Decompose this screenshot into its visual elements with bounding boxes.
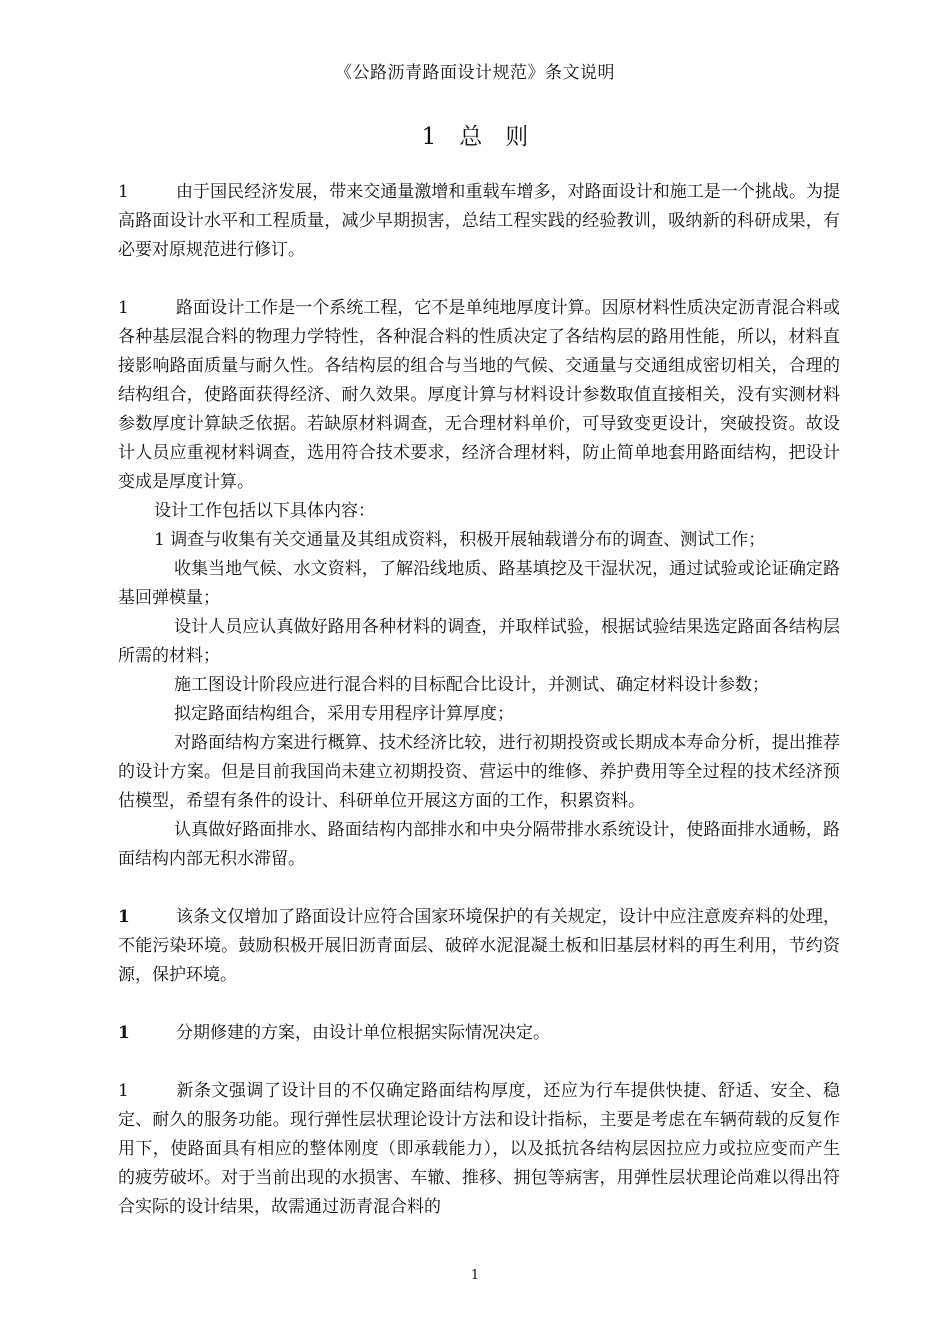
list-item: 施工图设计阶段应进行混合料的目标配合比设计，并测试、确定材料设计参数； [174, 675, 769, 695]
list-item: 收集当地气候、水文资料，了解沿线地质、路基填挖及干湿状况，通过试验或论证确定路基回弹模量； [118, 559, 840, 608]
clause-paragraph [118, 178, 840, 265]
clause-number: 1 [118, 1081, 129, 1101]
clause-paragraph [118, 903, 840, 990]
clause-text: 分期修建的方案，由设计单位根据实际情况决定。 [176, 1023, 550, 1043]
list-item-text: 调查与收集有关交通量及其组成资料，积极开展轴载谱分布的调查、测试工作； [170, 530, 766, 550]
clause-text: 新条文强调了设计目的不仅确定路面结构厚度，还应为行车提供快捷、舒适、安全、稳定、耐久的服务功能。现行弹性层状理论设计方法和设计指标，主要是考虑在车辆荷载的反复作用下，使路面具有相应的整体刚度（即承载能力），以及抵抗各结构层因拉应力或拉应变而产生的疲劳破坏。对于当前出现的水损害、车辙、推移、拥包等病害，用弹性层状理论尚难以得出符合实际的设计结果，故需通过沥青混合料的 [118, 1081, 840, 1217]
list-item: 拟定路面结构组合，采用专用程序计算厚度； [174, 704, 514, 724]
paragraph-gap [118, 990, 840, 1019]
clause-paragraph [118, 1077, 840, 1222]
clause-number: 1 [118, 182, 129, 202]
clause-number: 1 [118, 1023, 130, 1043]
clause-number: 1 [118, 907, 130, 927]
document-body [118, 178, 840, 1222]
paragraph-gap [118, 1048, 840, 1077]
clause-text: 路面设计工作是一个系统工程，它不是单纯地厚度计算。因原材料性质决定沥青混合料或各种基层混合料的物理力学特性，各种混合料的性质决定了各结构层的路用性能，所以，材料直接影响路面质量与耐久性。各结构层的组合与当地的气候、交通量与交通组成密切相关，合理的结构组合，使路面获得经济、耐久效果。厚度计算与材料设计参数取值直接相关，没有实测材料参数厚度计算缺乏依据。若缺原材料调查，无合理材料单价，可导致变更设计，突破投资。故设计人员应重视材料调查，选用符合技术要求，经济合理材料，防止简单地套用路面结构，把设计变成是厚度计算。 [118, 298, 840, 492]
clause-text: 由于国民经济发展，带来交通量激增和重载车增多，对路面设计和施工是一个挑战。为提高路面设计水平和工程质量，减少早期损害，总结工程实践的经验教训，吸纳新的科研成果，有必要对原规范进行修订。 [118, 182, 840, 260]
clause-paragraph [118, 1019, 840, 1048]
list-item: 对路面结构方案进行概算、技术经济比较，进行初期投资或长期成本寿命分析，提出推荐的设计方案。但是目前我国尚未建立初期投资、营运中的维修、养护费用等全过程的技术经济预估模型，希望有条件的设计、科研单位开展这方面的工作，积累资料。 [118, 733, 840, 811]
paragraph-gap [118, 265, 840, 294]
list-item-number: 1 [154, 530, 165, 550]
list-item: 设计人员应认真做好路用各种材料的调查，并取样试验，根据试验结果选定路面各结构层所需的材料； [118, 617, 840, 666]
list-item [118, 526, 840, 555]
document-header: 《公路沥青路面设计规范》条文说明 [335, 63, 615, 83]
clause-paragraph [118, 294, 840, 497]
clause-text: 该条文仅增加了路面设计应符合国家环境保护的有关规定，设计中应注意废弃料的处理，不能污染环境。鼓励积极开展旧沥青面层、破碎水泥混凝土板和旧基层材料的再生利用，节约资源，保护环境。 [118, 907, 840, 985]
clause-number: 1 [118, 298, 129, 318]
chapter-title: 1 总 则 [421, 124, 529, 150]
page-number: 1 [470, 1268, 480, 1283]
list-item: 认真做好路面排水、路面结构内部排水和中央分隔带排水系统设计，使路面排水通畅，路面结构内部无积水滞留。 [118, 820, 840, 869]
paragraph-gap [118, 874, 840, 903]
clause-intro: 设计工作包括以下具体内容： [154, 501, 375, 521]
